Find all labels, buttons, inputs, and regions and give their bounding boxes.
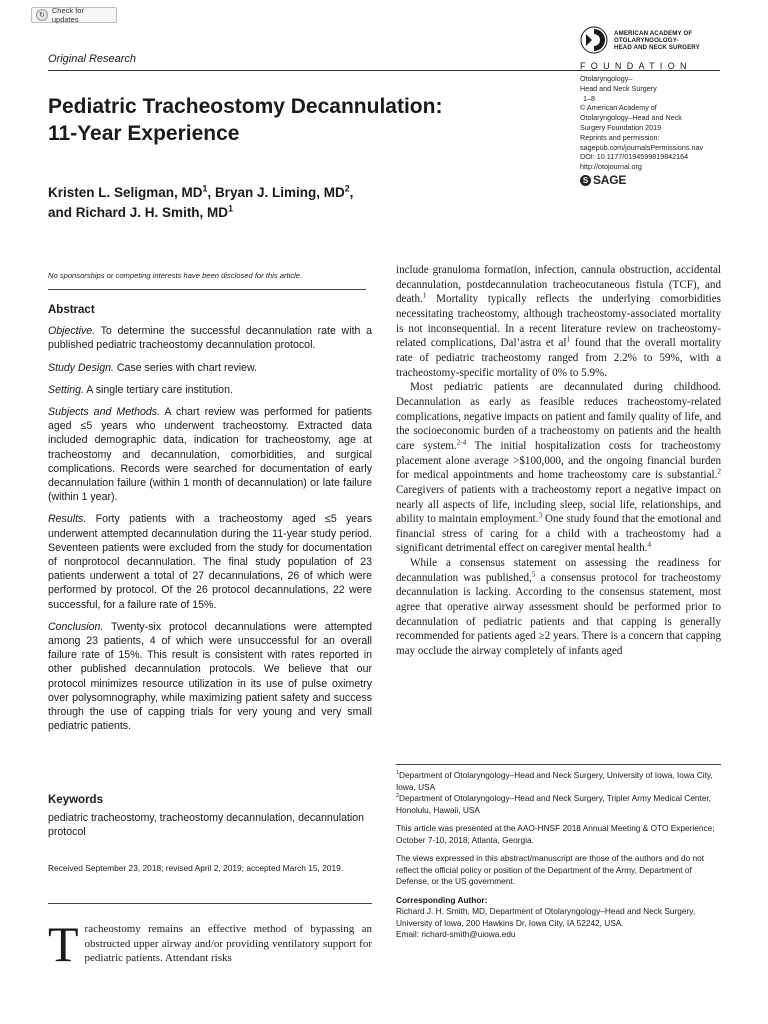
author-2: Bryan J. Liming, MD: [214, 185, 345, 200]
p2-text-a: Most pediatric patients are decannulated during childhood. Decannulation as early as feasible reduces tracheostomy-related complications, negative impacts on patient and family quality of life, and the socioeconomic burden of a tracheostomy on patients and the health care system.: [396, 381, 721, 452]
title-line-2: 11-Year Experience: [48, 122, 240, 145]
doi[interactable]: DOI: 10.1177/0194599819842164: [580, 152, 689, 162]
author-2-affiliation: 2: [344, 183, 350, 194]
check-for-updates-label: Check for updates: [51, 6, 84, 24]
drop-cap: T: [48, 916, 79, 972]
permissions-link[interactable]: sagepub.com/journalsPermissions.nav: [580, 142, 704, 152]
corresponding-email[interactable]: Email: richard-smith@uiowa.edu: [396, 929, 516, 939]
received-dates: Received September 23, 2018; revised April 2, 2019; accepted March 15, 2019.: [48, 863, 344, 873]
ear-logo-icon: [580, 26, 608, 54]
title-line-1: Pediatric Tracheostomy Decannulation:: [48, 95, 443, 118]
body-paragraph-3: [396, 556, 721, 659]
body-paragraph-1: [396, 263, 721, 380]
check-for-updates-button[interactable]: [31, 7, 117, 23]
author-conjunction: and: [48, 205, 73, 220]
affiliation-1: [396, 770, 721, 816]
abstract-heading: Abstract: [48, 304, 95, 316]
footnotes: [396, 770, 721, 948]
affiliation-2-text: Department of Otolaryngology–Head and Neck Surgery, Tripler Army Medical Center, Honolulu, Hawaii, USA: [396, 793, 712, 815]
copyright-3: Surgery Foundation 2019: [580, 122, 662, 132]
author-list: Kristen L. Seligman, $MD^1$, Bryan J. Liming, $MD^2$, and Richard J. H. Smith, $MD^1$: [48, 183, 354, 220]
design-label: Study Design.: [48, 361, 114, 374]
logo-line-2: OTOLARYNGOLOGY-: [614, 36, 679, 44]
logo-line-3: HEAD AND NECK SURGERY: [614, 43, 700, 51]
views-note: The views expressed in this abstract/manuscript are those of the authors and do not reflect the official policy or position of the Department of the Army, Department of Defense, or the US government.: [396, 853, 705, 886]
conclusion-label: Conclusion.: [48, 620, 104, 633]
intro-paragraph: [48, 916, 372, 972]
author-1: Kristen L. Seligman, MD: [48, 185, 203, 200]
article-type: Original Research: [48, 53, 137, 65]
p2-ref-3[interactable]: 3: [538, 511, 543, 520]
author-3: Richard J. H. Smith, MD: [75, 205, 229, 220]
received-rule: [48, 903, 372, 904]
refresh-icon: ↻: [36, 9, 48, 21]
p2-text-c: Caregivers of patients with a tracheostomy report a negative impact on nearly all aspects of life, including sleep, social life, relationships, and ability to maintain employment.: [396, 483, 721, 526]
p1-ref-1[interactable]: 1: [422, 291, 427, 300]
design-text: Case series with chart review.: [113, 361, 258, 374]
p1-text-b: Mortality typically reflects the underlying comorbidities necessitating tracheostomy, although tracheostomy-associated mortality is not inconsequential. In a recent literature review on tracheostomy-related complications, Dal’astra et al: [396, 293, 721, 350]
author-1-affiliation: 1: [202, 183, 208, 194]
disclosure-note: No sponsorships or competing interests have been disclosed for this article.: [48, 271, 303, 280]
copyright-2: Otolaryngology–Head and Neck: [580, 113, 682, 123]
disclosure-rule: [48, 289, 366, 290]
journal-info: [580, 74, 730, 186]
objective-label: Objective.: [48, 325, 96, 338]
sage-logo: [580, 172, 730, 187]
article-title: [48, 93, 518, 147]
body-text: [396, 263, 721, 659]
abstract-setting: [48, 383, 372, 397]
p3-text-a: While a consensus statement on assessing the readiness for decannulation was published,: [396, 557, 721, 584]
footnote-rule: [396, 764, 721, 765]
p2-ref-2[interactable]: 2: [717, 467, 721, 476]
intro-text: racheostomy remains an effective method of bypassing an obstructed upper airway and/or providing ventilatory support for pediatric patients. Attendant risks: [84, 923, 372, 965]
p2-ref-1[interactable]: 2-4: [456, 438, 467, 447]
corresponding-text: Richard J. H. Smith, MD, Department of Otolaryngology–Head and Neck Surgery, University of Iowa, 200 Hawkins Dr, Iowa City, IA 52242, USA.: [396, 906, 696, 928]
methods-text: A chart review was performed for patients aged ≤5 years who underwent tracheostomy. Extracted data included demographic data, indication for tracheostomy, age at tracheostomy and decannulation, comorbidities, and surgical complications. Records were searched for documentation of early decannulation failure (within 1 month of decannulation) or late failure (within 1 year).: [48, 406, 372, 504]
corresponding-label: Corresponding Author:: [396, 894, 488, 905]
results-text: Forty patients with a tracheostomy aged ≤5 years underwent attempted decannulation during the 11-year study period. Seventeen patients were excluded from the study for documentation of nonprotocol decannulation. The final study population of 23 patients underwent a total of 27 decannulations, 26 of which were performed by protocol. Of the 26 protocol decannulations, 22 were successful, for a failure rate of 15%.: [48, 513, 372, 611]
p3-ref-1[interactable]: 5: [531, 570, 536, 579]
affiliation-1-text: Department of Otolaryngology–Head and Neck Surgery, University of Iowa, Iowa City, Iowa, USA: [396, 770, 713, 792]
aao-foundation-logo: [580, 26, 720, 71]
results-label: Results.: [48, 513, 87, 526]
logo-foundation: FOUNDATION: [580, 61, 692, 71]
p1-text-a: include granuloma formation, infection, cannula obstruction, accidental decannulation, postdecannulation tracheocutaneous fistula (TCF), and death.: [396, 264, 721, 306]
abstract-objective: [48, 324, 372, 352]
p1-ref-2[interactable]: 1: [566, 335, 571, 344]
abstract-methods: [48, 405, 372, 504]
setting-text: A single tertiary care institution.: [83, 383, 233, 396]
p3-text-b: a consensus protocol for tracheostomy decannulation is lacking. According to the consensus statement, most agree that operative airway assessment should be performed prior to decannulation of pediatric patients and that capping is generally recommended for patients aged ≥2 years. There is a concern that capping may occlude the airway completely of infants aged: [396, 571, 721, 658]
sage-label: SAGE: [593, 172, 627, 187]
journal-pages: 1–8: [583, 93, 595, 103]
corresponding-author: [396, 895, 721, 941]
objective-text: To determine the successful decannulation rate with a published pediatric tracheostomy decannulation protocol.: [48, 325, 372, 352]
abstract-design: [48, 361, 372, 375]
p2-text-b: The initial hospitalization costs for tracheostomy placement alone average >$100,000, and the ongoing financial burden for medical appointments and home tracheostomy care is substantial.: [396, 439, 721, 482]
p1-text-c: found that the overall mortality rate of pediatric tracheostomy ranged from 2.2% to 59%, with a tracheostomy-specific mortality of 0% to 5.9%.: [396, 337, 721, 379]
journal-name-1: Otolaryngology–: [580, 74, 633, 83]
affiliation-2-number: 2: [396, 793, 399, 800]
affiliation-1-number: 1: [396, 770, 399, 777]
sage-s-icon: S: [580, 175, 591, 186]
logo-line-1: AMERICAN ACADEMY OF: [614, 29, 693, 37]
abstract-results: [48, 512, 372, 611]
methods-label: Subjects and Methods.: [48, 406, 160, 419]
keywords-text: pediatric tracheostomy, tracheostomy decannulation, decannulation protocol: [48, 812, 365, 839]
presented-note: This article was presented at the AAO-HNSF 2018 Annual Meeting & OTO Experience; October 7-10, 2018; Atlanta, Georgia.: [396, 823, 715, 845]
abstract: [48, 303, 372, 741]
keywords: [48, 793, 372, 840]
author-3-affiliation: 1: [228, 203, 233, 214]
p2-ref-4[interactable]: 4: [647, 540, 652, 549]
setting-label: Setting.: [48, 383, 84, 396]
abstract-conclusion: [48, 620, 372, 734]
copyright-1: © American Academy of: [580, 103, 657, 113]
reprints-label: Reprints and permission:: [580, 132, 660, 142]
journal-name-2: Head and Neck Surgery: [580, 83, 657, 93]
body-paragraph-2: [396, 380, 721, 556]
keywords-heading: Keywords: [48, 794, 103, 806]
journal-site-link[interactable]: http://otojournal.org: [580, 162, 642, 172]
conclusion-text: Twenty-six protocol decannulations were attempted among 23 patients, 4 of which were unsuccessful for an overall failure rate of 15%. This result is consistent with rates reported in other published decannulation protocols. We believe that our protocol minimizes resource utilization in its use of pulse oximetry over polysomnography, while maximizing patient safety and success through the use of capping trials for very young and very small pediatric patients.: [48, 620, 372, 733]
p2-text-d: One study found that the emotional and financial stress of caring for a child with a tracheostomy had a significant detrimental effect on caregiver mental health.: [396, 513, 721, 555]
